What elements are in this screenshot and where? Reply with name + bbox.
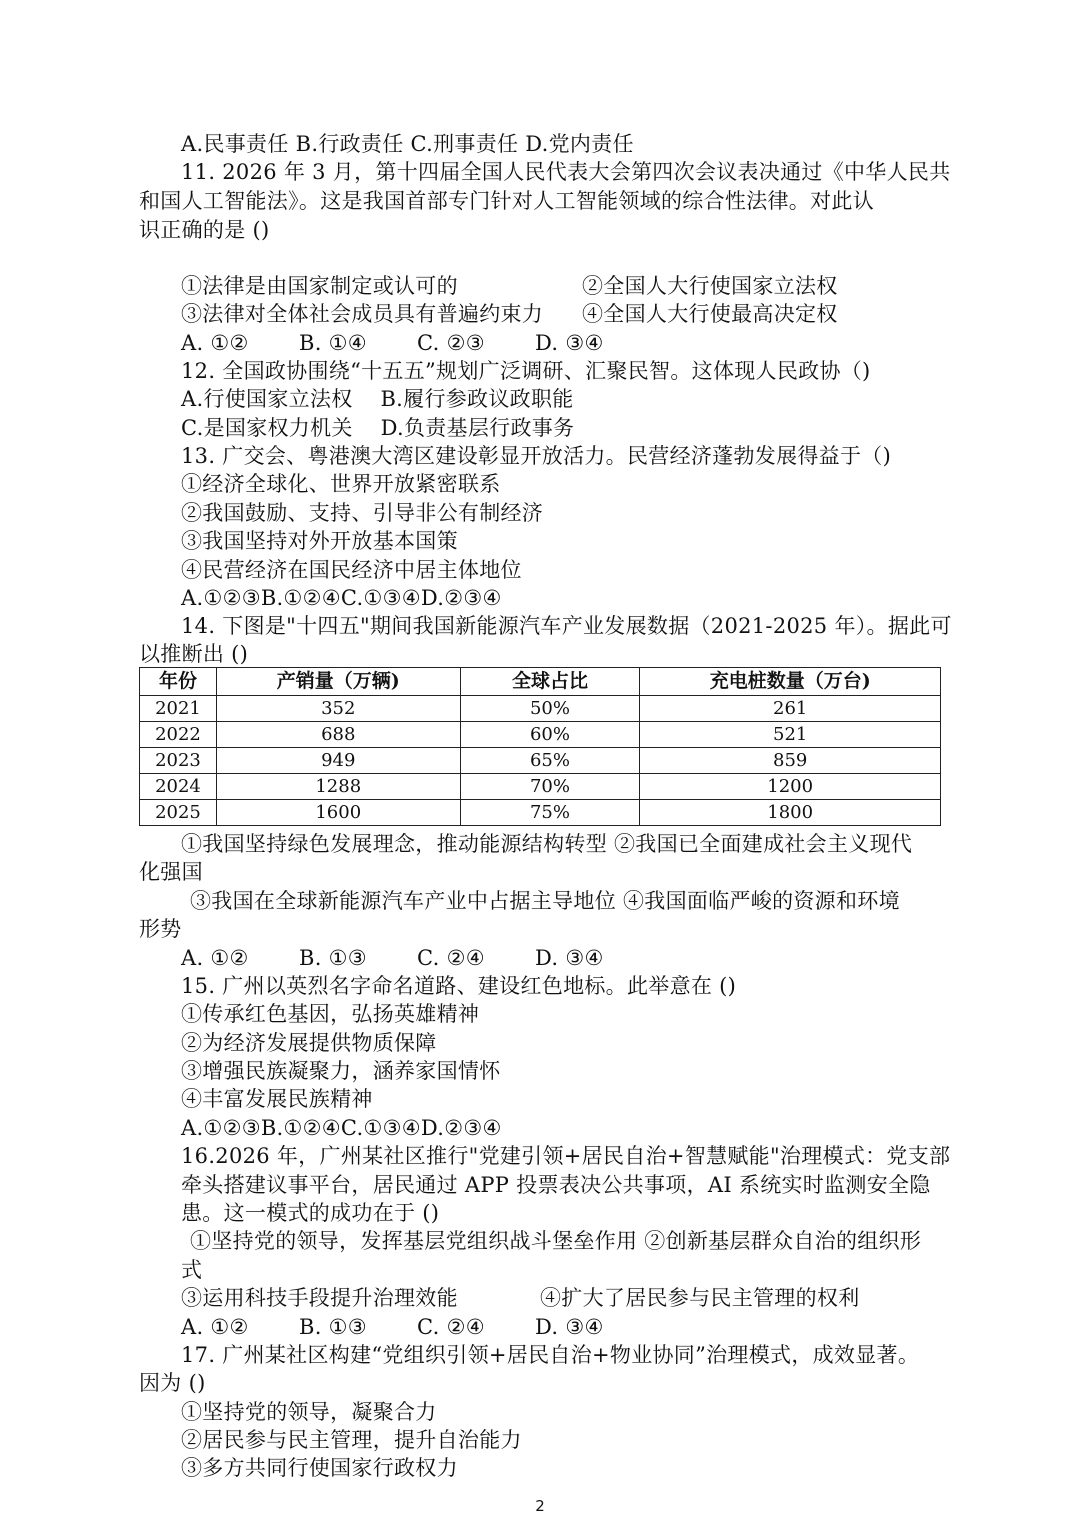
table-cell: 261 [640, 696, 941, 722]
q12-options-line1: A.行使国家立法权 B.履行参政议政职能 [181, 387, 574, 411]
q11-stem-line1: 11. 2026 年 3 月，第十四届全国人民代表大会第四次会议表决通过《中华人民共 [181, 160, 951, 184]
q16-stem-line3: 患。这一模式的成功在于 () [181, 1201, 440, 1225]
q16-stem-line2: 牵头搭建议事平台，居民通过 APP 投票表决公共事项，AI 系统实时监测安全隐 [181, 1173, 931, 1197]
q14-item-line2: 化强国 [139, 860, 203, 884]
table-cell: 75% [460, 800, 640, 826]
table-cell: 2022 [140, 722, 217, 748]
table-cell: 50% [460, 696, 640, 722]
q13-options: A.①②③B.①②④C.①③④D.②③④ [181, 586, 502, 610]
table-row [140, 748, 941, 774]
q17-item1: ①坚持党的领导，凝聚合力 [181, 1400, 437, 1424]
table-cell: 2025 [140, 800, 217, 826]
table-cell: 60% [460, 722, 640, 748]
q16-item-line2: 式 [181, 1258, 203, 1282]
table-cell: 1800 [640, 800, 941, 826]
q11-options [181, 329, 604, 357]
table-cell: 521 [640, 722, 941, 748]
q11-item4: ④全国人大行使最高决定权 [582, 302, 838, 326]
page-number: 2 [535, 1497, 545, 1515]
q13-item3: ③我国坚持对外开放基本国策 [181, 529, 458, 553]
table-cell: 859 [640, 748, 941, 774]
table-cell: 65% [460, 748, 640, 774]
q14-option-c: C. ②④ [417, 946, 485, 970]
table-row [140, 722, 941, 748]
table-row [140, 696, 941, 722]
q16-item-line1: ①坚持党的领导，发挥基层党组织战斗堡垒作用 ②创新基层群众自治的组织形 [190, 1229, 922, 1253]
q10-options: A.民事责任 B.行政责任 C.刑事责任 D.党内责任 [181, 132, 634, 156]
table-cell: 352 [216, 696, 460, 722]
q16-option-b: B. ①③ [299, 1315, 367, 1339]
q11-item3: ③法律对全体社会成员具有普遍约束力 [181, 302, 544, 326]
q11-stem-line3: 识正确的是 () [139, 218, 270, 242]
table-cell: 70% [460, 774, 640, 800]
q17-item3: ③多方共同行使国家行政权力 [181, 1456, 458, 1480]
q14-option-d: D. ③④ [535, 946, 604, 970]
q14-stem-line2: 以推断出 () [139, 642, 249, 666]
table-cell: 1200 [640, 774, 941, 800]
table-cell: 2024 [140, 774, 217, 800]
q14-option-a: A. ①② [181, 946, 249, 970]
q14-item-line3: ③我国在全球新能源汽车产业中占据主导地位 ④我国面临严峻的资源和环境 [190, 889, 900, 913]
nev-data-table [139, 667, 941, 826]
q16-option-a: A. ①② [181, 1315, 249, 1339]
q16-item3: ③运用科技手段提升治理效能 [181, 1286, 458, 1310]
q16-item4: ④扩大了居民参与民主管理的权利 [540, 1286, 860, 1310]
q16-stem-line1: 16.2026 年，广州某社区推行"党建引领+居民自治+智慧赋能"治理模式：党支部 [181, 1144, 951, 1168]
table-header-output: 产销量（万辆) [216, 668, 460, 696]
q14-stem-line1: 14. 下图是"十四五"期间我国新能源汽车产业发展数据（2021-2025 年）。据此可 [181, 614, 952, 638]
q16-option-c: C. ②④ [417, 1315, 485, 1339]
q15-item1: ①传承红色基因，弘扬英雄精神 [181, 1002, 480, 1026]
q17-item2: ②居民参与民主管理，提升自治能力 [181, 1428, 522, 1452]
table-header-row [140, 668, 941, 696]
table-header-chargers: 充电桩数量（万台) [640, 668, 941, 696]
q15-stem: 15. 广州以英烈名字命名道路、建设红色地标。此举意在 () [181, 974, 737, 998]
q11-option-c: C. ②③ [417, 331, 485, 355]
table-cell: 2021 [140, 696, 217, 722]
q15-options: A.①②③B.①②④C.①③④D.②③④ [181, 1116, 502, 1140]
q15-item3: ③增强民族凝聚力，涵养家国情怀 [181, 1059, 501, 1083]
q13-item4: ④民营经济在国民经济中居主体地位 [181, 558, 522, 582]
q17-stem-line1: 17. 广州某社区构建“党组织引领+居民自治+物业协同”治理模式，成效显著。 [181, 1343, 920, 1367]
table-cell: 949 [216, 748, 460, 774]
q11-option-b: B. ①④ [299, 331, 367, 355]
q11-option-a: A. ①② [181, 331, 249, 355]
table-header-year: 年份 [140, 668, 217, 696]
table-cell: 2023 [140, 748, 217, 774]
q15-item4: ④丰富发展民族精神 [181, 1087, 373, 1111]
q13-item2: ②我国鼓励、支持、引导非公有制经济 [181, 501, 544, 525]
q11-item1: ①法律是由国家制定或认可的 [181, 274, 458, 298]
table-cell: 688 [216, 722, 460, 748]
q11-option-d: D. ③④ [535, 331, 604, 355]
q15-item2: ②为经济发展提供物质保障 [181, 1031, 437, 1055]
q13-item1: ①经济全球化、世界开放紧密联系 [181, 472, 501, 496]
q16-option-d: D. ③④ [535, 1315, 604, 1339]
q12-options-line2: C.是国家权力机关 D.负责基层行政事务 [181, 416, 575, 440]
q16-options [181, 1313, 604, 1341]
q17-stem-line2: 因为 () [139, 1371, 206, 1395]
q14-options [181, 944, 604, 972]
table-cell: 1288 [216, 774, 460, 800]
q12-stem: 12. 全国政协围绕“十五五”规划广泛调研、汇聚民智。这体现人民政协（) [181, 359, 871, 383]
table-row [140, 800, 941, 826]
q14-item-line1: ①我国坚持绿色发展理念，推动能源结构转型 ②我国已全面建成社会主义现代 [181, 832, 913, 856]
q13-stem: 13. 广交会、粤港澳大湾区建设彰显开放活力。民营经济蓬勃发展得益于（) [181, 444, 892, 468]
q11-item2: ②全国人大行使国家立法权 [582, 274, 838, 298]
table-row [140, 774, 941, 800]
q11-stem-line2: 和国人工智能法》。这是我国首部专门针对人工智能领域的综合性法律。对此认 [139, 189, 874, 213]
table-cell: 1600 [216, 800, 460, 826]
table-header-global-share: 全球占比 [460, 668, 640, 696]
q14-option-b: B. ①③ [299, 946, 367, 970]
q14-item-line4: 形势 [139, 917, 182, 941]
